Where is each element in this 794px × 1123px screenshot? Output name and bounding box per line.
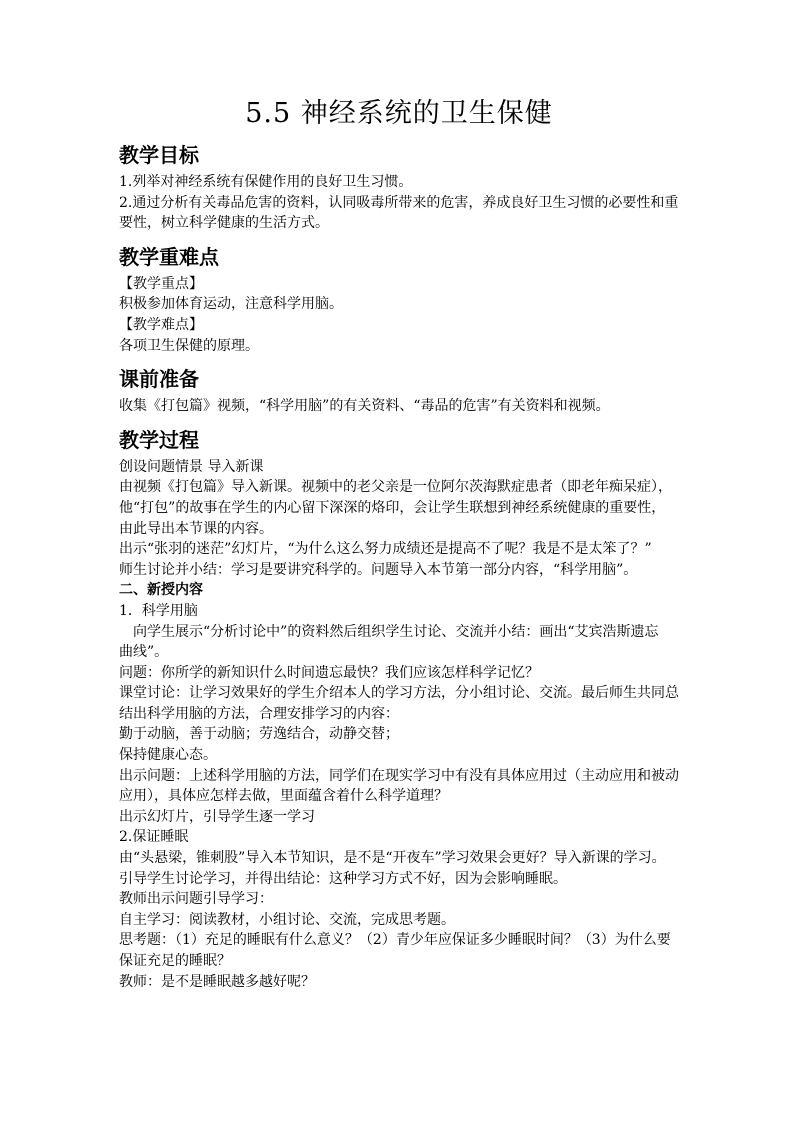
heading-goals: 教学目标 (119, 143, 199, 167)
process-line-17: 应用），具体应怎样去做，里面蕴含着什么科学道理？ (119, 788, 448, 805)
process-line-3: 他“打包”的故事在学生的内心留下深深的烙印，会让学生联想到神经系统健康的重要性， (119, 499, 666, 516)
key-line-4: 各项卫生保健的原理。 (119, 337, 259, 354)
process-line-2: 由视频《打包篇》导入新课。视频中的老父亲是一位阿尔茨海默症患者（即老年痴呆症）， (119, 479, 672, 496)
subheading-new-content: 二、新授内容 (119, 582, 203, 599)
process-line-15: 保持健康心态。 (119, 747, 217, 764)
document-page (119, 96, 679, 992)
process-line-13: 结出科学用脑的方法，合理安排学习的内容： (119, 705, 399, 722)
process-line-6: 师生讨论并小结：学习是要讲究科学的。问题导入本节第一部分内容，“科学用脑”。 (119, 561, 638, 578)
process-line-10: 曲线”。 (119, 644, 169, 661)
process-line-20: 由“头悬梁，锥刺股”导入本节知识，是不是“开夜车”学习效果会更好？导入新课的学习。 (119, 850, 666, 867)
process-line-14: 勤于动脑，善于动脑；劳逸结合，动静交替； (119, 726, 399, 743)
process-line-26: 教师：是不是睡眠越多越好呢？ (119, 973, 315, 990)
process-line-9: 向学生展示“分析讨论中”的资料然后组织学生讨论、交流并小结：画出“艾宾浩斯遗忘 (133, 623, 659, 640)
goal-line-3: 要性，树立科学健康的生活方式。 (119, 215, 329, 232)
process-line-4: 由此导出本节课的内容。 (119, 520, 273, 537)
process-line-19: 2.保证睡眠 (119, 829, 189, 846)
key-line-1: 【教学重点】 (119, 275, 203, 292)
goal-line-1: 1.列举对神经系统有保健作用的良好卫生习惯。 (119, 174, 413, 190)
process-line-8: 1．科学用脑 (119, 602, 198, 619)
process-line-22: 教师出示问题引导学习： (119, 891, 273, 908)
heading-prep: 课前准备 (119, 367, 199, 392)
page-title: 5.5 神经系统的卫生保健 (245, 98, 553, 129)
goal-line-2: 2.通过分析有关毒品危害的资料，认同吸毒所带来的危害，养成良好卫生习惯的必要性和重 (119, 194, 679, 211)
process-line-24: 思考题：（1）充足的睡眠有什么意义？（2）青少年应保证多少睡眠时间？（3）为什么要 (119, 932, 671, 949)
process-line-12: 课堂讨论：让学习效果好的学生介绍本人的学习方法，分小组讨论、交流。最后师生共同总 (119, 685, 679, 702)
process-line-18: 出示幻灯片，引导学生逐一学习 (119, 808, 315, 825)
process-line-5: 出示“张羽的迷茫”幻灯片，“为什么这么努力成绩还是提高不了呢？我是不是太笨了？” (119, 541, 652, 558)
process-line-21: 引导学生讨论学习，并得出结论：这种学习方式不好，因为会影响睡眠。 (119, 870, 567, 887)
heading-process: 教学过程 (119, 427, 199, 452)
process-line-1: 创设问题情景 导入新课 (119, 458, 264, 475)
key-line-3: 【教学难点】 (119, 316, 203, 333)
process-line-23: 自主学习：阅读教材，小组讨论、交流，完成思考题。 (119, 911, 455, 928)
process-line-25: 保证充足的睡眠？ (119, 953, 231, 969)
heading-key-points: 教学重难点 (119, 244, 219, 269)
prep-line-1: 收集《打包篇》视频，“科学用脑”的有关资料、“毒品的危害”有关资料和视频。 (119, 398, 610, 415)
process-line-16: 出示问题：上述科学用脑的方法，同学们在现实学习中有没有具体应用过（主动应用和被动 (119, 767, 679, 784)
key-line-2: 积极参加体育运动，注意科学用脑。 (119, 296, 343, 313)
process-line-11: 问题：你所学的新知识什么时间遗忘最快？我们应该怎样科学记忆？ (119, 664, 539, 681)
